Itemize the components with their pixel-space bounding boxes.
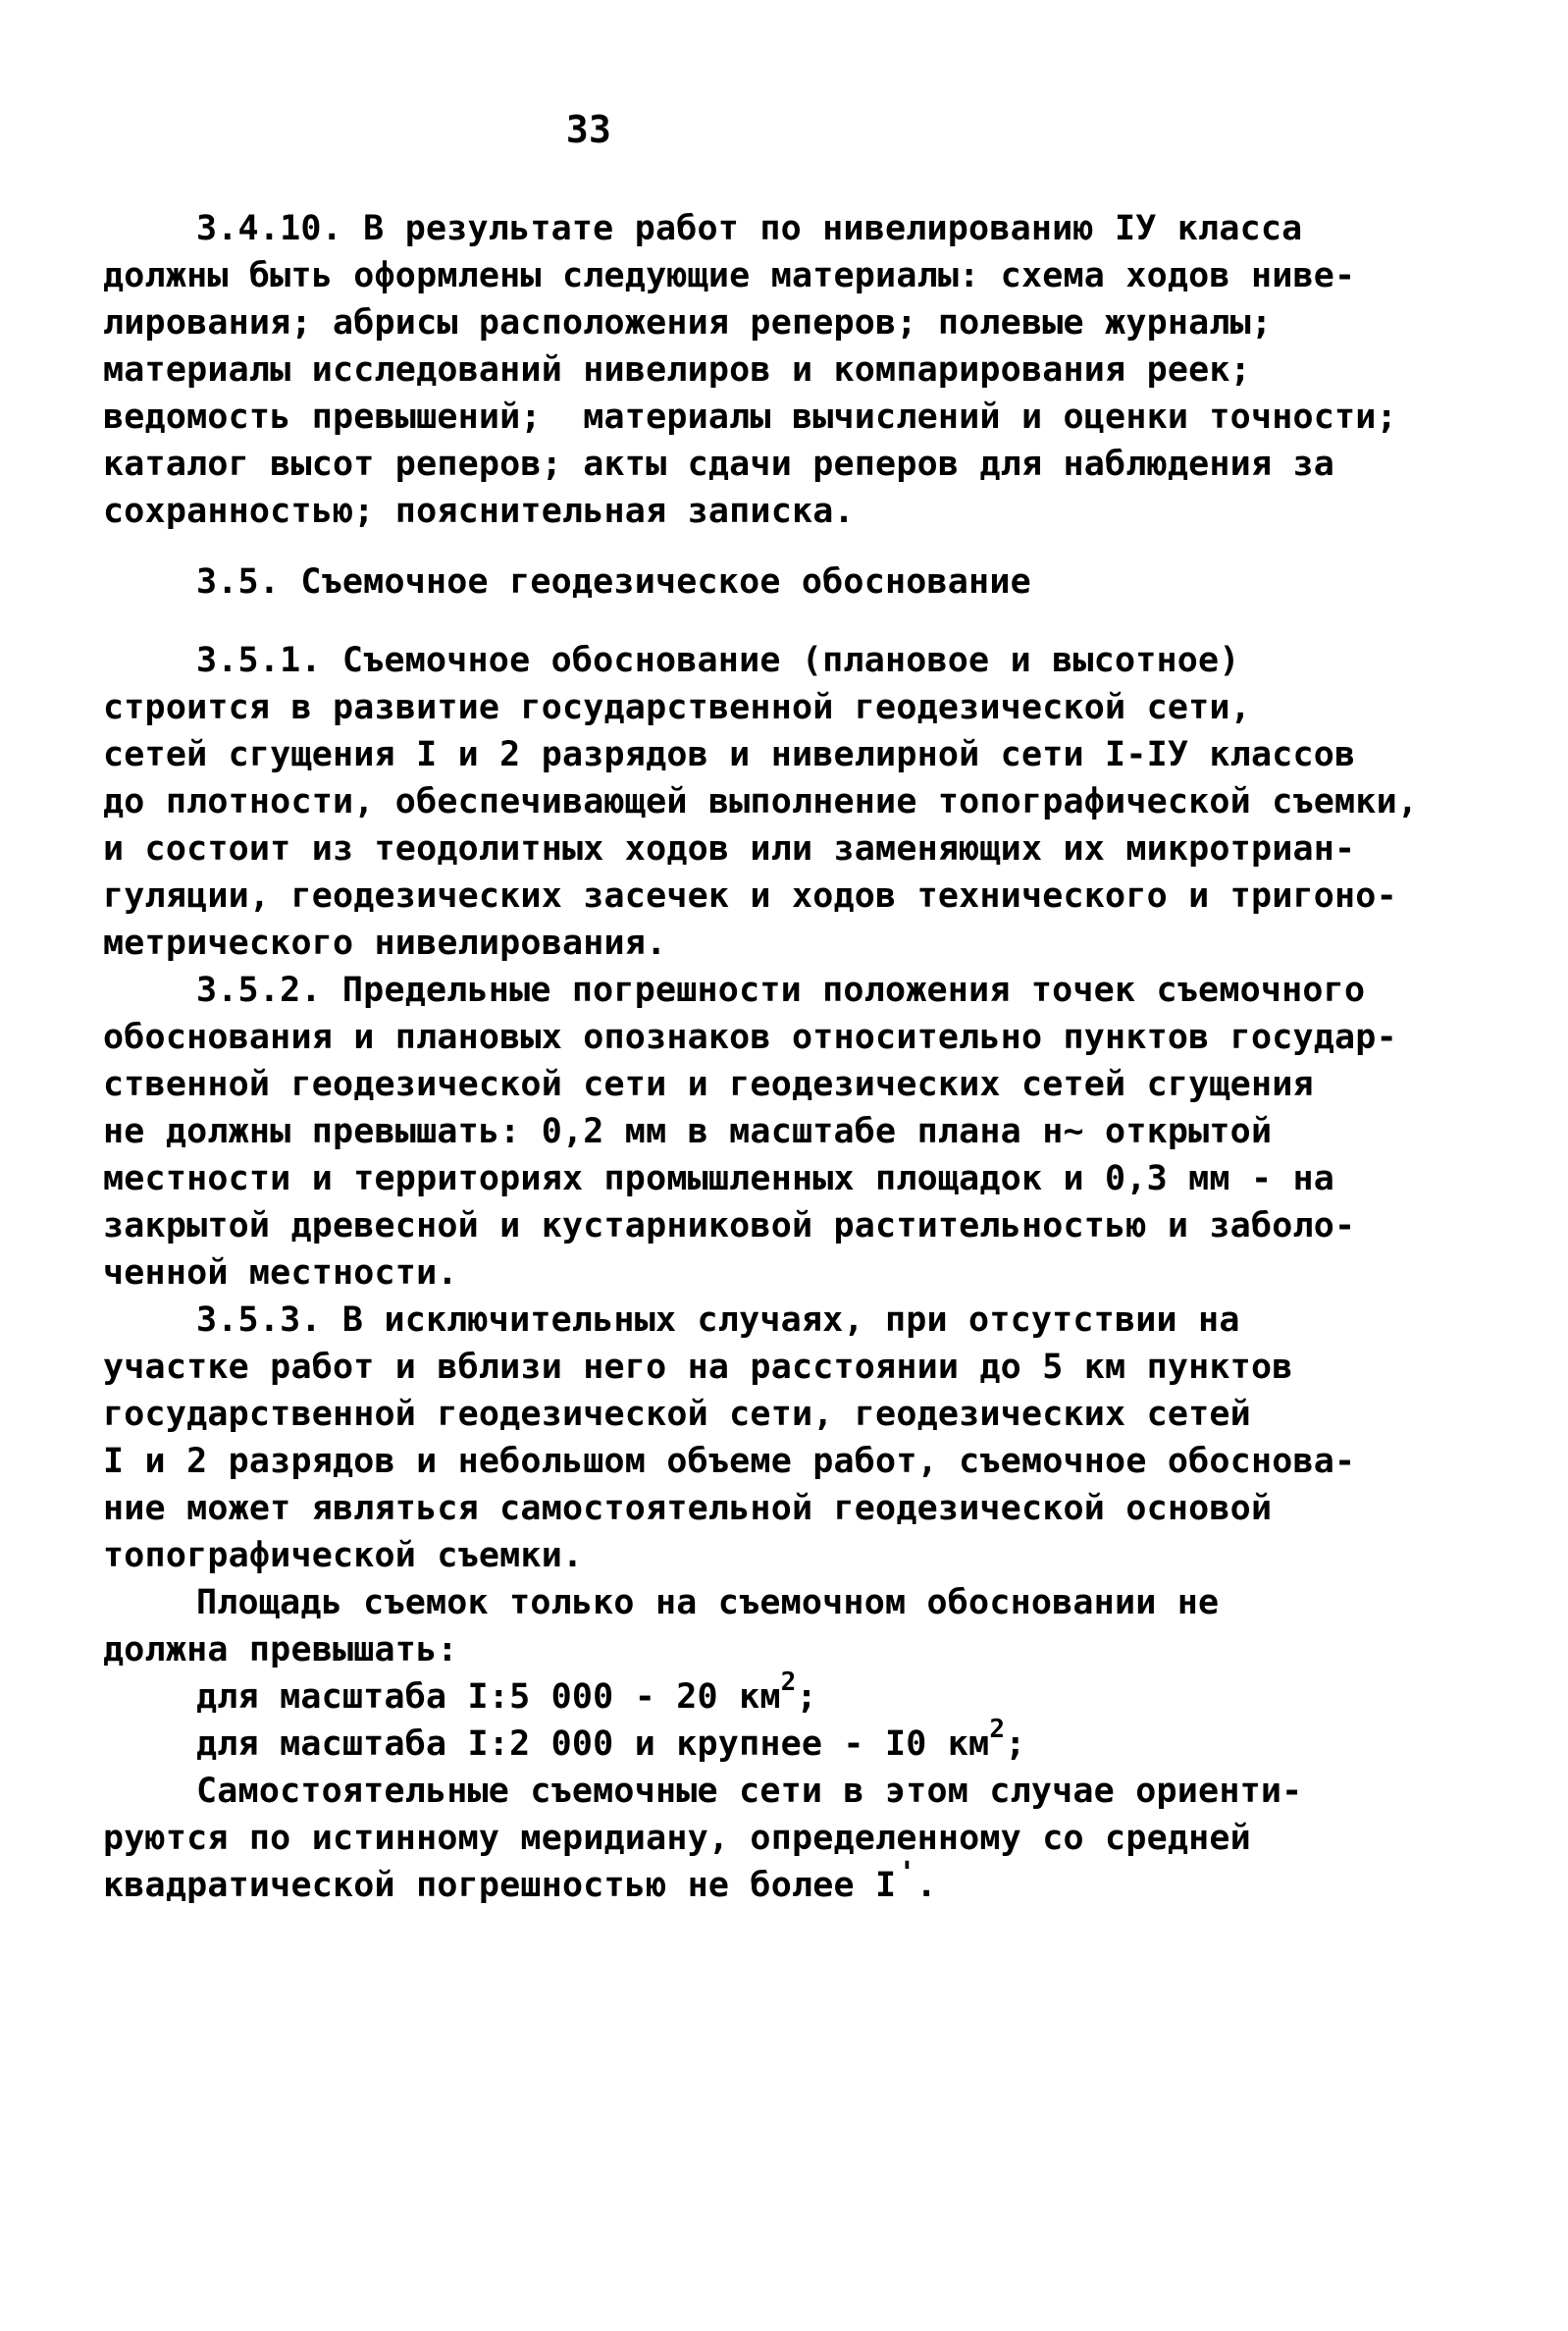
scale-limit-line [196,1668,817,1722]
scale-limit-line [196,1715,1026,1770]
text-line: и состоит из теодолитных ходов или заменяющих их микротриан- [103,829,1356,869]
text-line: руются по истинному меридиану, определенному со средней [103,1819,1251,1858]
text-line: Самостоятельные съемочные сети в этом случае ориенти- [196,1772,1303,1811]
text-line: не должны превышать: 0,2 мм в масштабе плана н~ открытой [103,1112,1273,1151]
text-line: каталог высот реперов; акты сдачи реперов для наблюдения за [103,445,1335,484]
text-line: Площадь съемок только на съемочном обосновании не [196,1583,1220,1622]
text-line: закрытой древесной и кустарниковой растительностью и заболо- [103,1206,1356,1245]
text-line: 3.5.1. Съемочное обоснование (плановое и высотное) [196,641,1240,680]
text-line: местности и территориях промышленных площадок и 0,3 мм - на [103,1159,1335,1198]
final-period: . [915,1866,937,1905]
superscript: 2 [989,1715,1006,1744]
text-line: должна превышать: [103,1630,458,1669]
line-end: ; [1005,1724,1026,1764]
text-line: метрического нивелирования. [103,924,667,963]
text-fragment: квадратической погрешностью не более I [103,1866,897,1905]
text-line: I и 2 разрядов и небольшом объеме работ, съемочное обоснова- [103,1442,1356,1481]
text-line: топографической съемки. [103,1536,584,1575]
text-line: ние может являться самостоятельной геодезической основой [103,1489,1273,1528]
text-line: материалы исследований нивелиров и компарирования реек; [103,350,1251,390]
text-line: до плотности, обеспечивающей выполнение топографической съемки, [103,782,1419,821]
text-line: 3.5.3. В исключительных случаях, при отсутствии на [196,1300,1240,1340]
text-line: должны быть оформлены следующие материалы: схема ходов ниве- [103,256,1356,295]
line-end: ; [796,1677,817,1717]
text-line: государственной геодезической сети, геодезических сетей [103,1395,1251,1434]
text-line: 3.5.2. Предельные погрешности положения точек съемочного [196,971,1366,1010]
text-line: ственной геодезической сети и геодезических сетей сгущения [103,1065,1314,1104]
superscript: 2 [780,1668,797,1697]
text-line: строится в развитие государственной геодезической сети, [103,688,1251,727]
page-number: 33 [565,108,612,151]
text-line: лирования; абрисы расположения реперов; полевые журналы; [103,303,1273,343]
text-line: гуляции, геодезических засечек и ходов технического и тригоно- [103,876,1397,916]
text-line: ведомость превышений; материалы вычислений и оценки точности; [103,397,1397,437]
text-line: обоснования и плановых опознаков относительно пунктов государ- [103,1018,1397,1057]
scale-limit-text: для масштаба I:5 000 - 20 км [196,1677,781,1717]
section-heading: 3.5. Съемочное геодезическое обоснование [196,562,1031,602]
text-line: 3.4.10. В результате работ по нивелированию IУ класса [196,209,1303,248]
prime-mark: ' [898,1856,916,1890]
text-line: сохранностью; пояснительная записка. [103,492,855,531]
scale-limit-text: для масштаба I:2 000 и крупнее - I0 км [196,1724,990,1764]
text-line: ченной местности. [103,1253,458,1293]
text-line: участке работ и вблизи него на расстоянии до 5 км пунктов [103,1348,1293,1387]
text-line: сетей сгущения I и 2 разрядов и нивелирной сети I-IУ классов [103,735,1356,774]
text-line [103,1856,937,1910]
